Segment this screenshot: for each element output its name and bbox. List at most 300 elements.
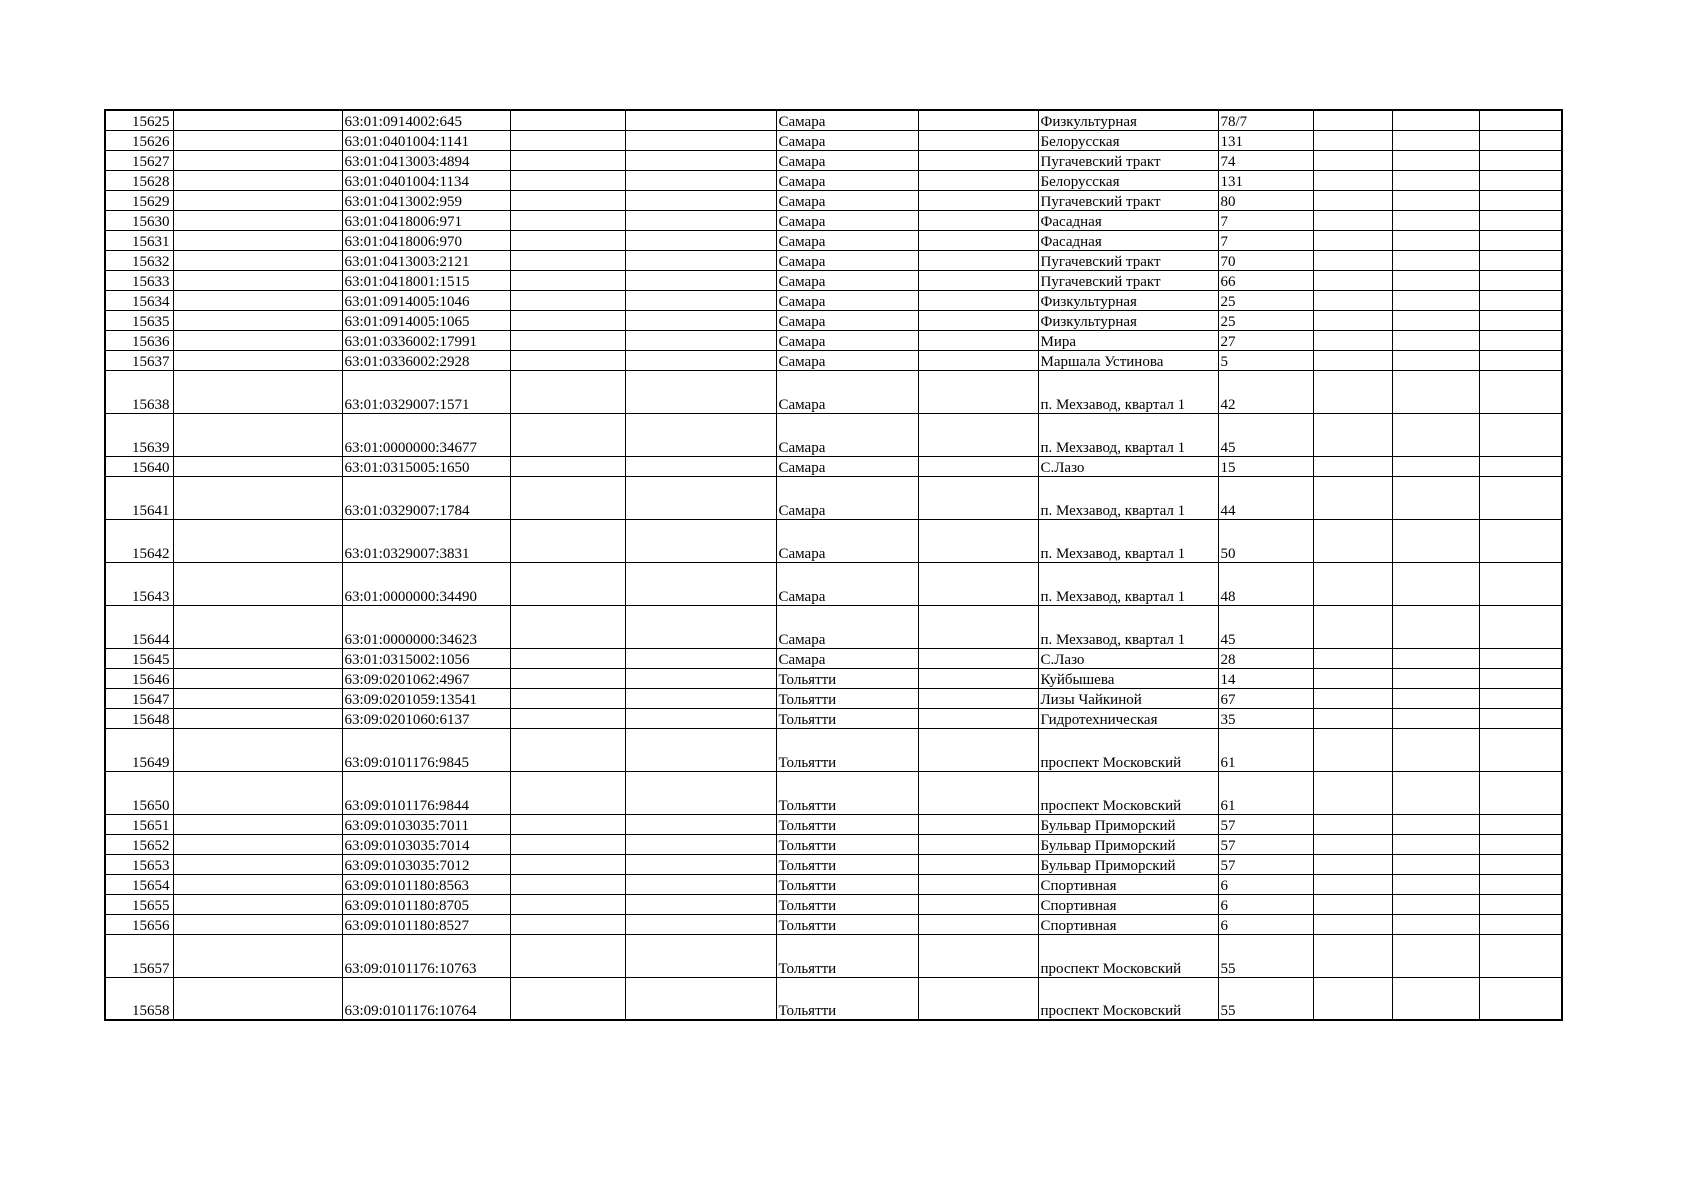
house-number-cell: 70	[1218, 250, 1313, 270]
city-cell: Тольятти	[776, 728, 918, 771]
city-cell: Самара	[776, 250, 918, 270]
empty-cell	[510, 350, 625, 370]
street-cell: Маршала Устинова	[1038, 350, 1218, 370]
cadastral-number-cell: 63:01:0401004:1141	[342, 130, 510, 150]
city-cell: Самара	[776, 562, 918, 605]
empty-cell	[625, 605, 776, 648]
house-number-cell: 45	[1218, 413, 1313, 456]
empty-cell	[1392, 874, 1479, 894]
empty-cell	[1479, 668, 1562, 688]
empty-cell	[1392, 814, 1479, 834]
empty-cell	[1479, 854, 1562, 874]
empty-cell	[173, 934, 342, 977]
empty-cell	[1392, 668, 1479, 688]
empty-cell	[918, 688, 1038, 708]
empty-cell	[918, 708, 1038, 728]
empty-cell	[1392, 934, 1479, 977]
empty-cell	[1392, 605, 1479, 648]
empty-cell	[1479, 270, 1562, 290]
table-row	[105, 874, 1562, 894]
empty-cell	[1392, 894, 1479, 914]
empty-cell	[1392, 708, 1479, 728]
row-id-cell: 15649	[105, 728, 173, 771]
house-number-cell: 45	[1218, 605, 1313, 648]
street-cell: Куйбышева	[1038, 668, 1218, 688]
row-id-cell: 15626	[105, 130, 173, 150]
cadastral-number-cell: 63:01:0336002:2928	[342, 350, 510, 370]
table-row	[105, 894, 1562, 914]
empty-cell	[1479, 170, 1562, 190]
empty-cell	[1313, 688, 1392, 708]
empty-cell	[173, 894, 342, 914]
house-number-cell: 44	[1218, 476, 1313, 519]
empty-cell	[1392, 130, 1479, 150]
city-cell: Самара	[776, 456, 918, 476]
empty-cell	[510, 170, 625, 190]
empty-cell	[1392, 834, 1479, 854]
table-row	[105, 648, 1562, 668]
empty-cell	[1479, 834, 1562, 854]
empty-cell	[173, 310, 342, 330]
empty-cell	[625, 562, 776, 605]
empty-cell	[625, 370, 776, 413]
street-cell: Фасадная	[1038, 210, 1218, 230]
empty-cell	[625, 728, 776, 771]
empty-cell	[173, 370, 342, 413]
table-row	[105, 250, 1562, 270]
house-number-cell: 6	[1218, 874, 1313, 894]
house-number-cell: 55	[1218, 977, 1313, 1020]
empty-cell	[625, 934, 776, 977]
cadastral-number-cell: 63:01:0336002:17991	[342, 330, 510, 350]
table-row	[105, 270, 1562, 290]
street-cell: Спортивная	[1038, 914, 1218, 934]
empty-cell	[1479, 894, 1562, 914]
cadastral-number-cell: 63:01:0401004:1134	[342, 170, 510, 190]
empty-cell	[173, 270, 342, 290]
cadastral-number-cell: 63:01:0413003:4894	[342, 150, 510, 170]
empty-cell	[510, 771, 625, 814]
empty-cell	[510, 648, 625, 668]
empty-cell	[510, 519, 625, 562]
house-number-cell: 50	[1218, 519, 1313, 562]
empty-cell	[625, 476, 776, 519]
empty-cell	[625, 814, 776, 834]
empty-cell	[510, 310, 625, 330]
empty-cell	[1392, 210, 1479, 230]
empty-cell	[625, 110, 776, 130]
empty-cell	[510, 605, 625, 648]
empty-cell	[1392, 290, 1479, 310]
empty-cell	[625, 456, 776, 476]
empty-cell	[1479, 605, 1562, 648]
cadastral-number-cell: 63:01:0329007:1571	[342, 370, 510, 413]
row-id-cell: 15630	[105, 210, 173, 230]
empty-cell	[1479, 934, 1562, 977]
empty-cell	[918, 250, 1038, 270]
empty-cell	[510, 728, 625, 771]
empty-cell	[1479, 130, 1562, 150]
empty-cell	[510, 290, 625, 310]
cadastral-number-cell: 63:01:0329007:1784	[342, 476, 510, 519]
cadastral-number-cell: 63:01:0315005:1650	[342, 456, 510, 476]
empty-cell	[1313, 771, 1392, 814]
table-row	[105, 934, 1562, 977]
empty-cell	[1392, 728, 1479, 771]
house-number-cell: 25	[1218, 310, 1313, 330]
empty-cell	[1392, 250, 1479, 270]
city-cell: Тольятти	[776, 688, 918, 708]
empty-cell	[1392, 150, 1479, 170]
table-row	[105, 370, 1562, 413]
empty-cell	[918, 977, 1038, 1020]
empty-cell	[1479, 814, 1562, 834]
empty-cell	[625, 230, 776, 250]
cadastral-number-cell: 63:01:0000000:34490	[342, 562, 510, 605]
empty-cell	[1392, 370, 1479, 413]
table-row	[105, 130, 1562, 150]
empty-cell	[1313, 834, 1392, 854]
table-row	[105, 814, 1562, 834]
empty-cell	[1479, 456, 1562, 476]
empty-cell	[510, 250, 625, 270]
house-number-cell: 80	[1218, 190, 1313, 210]
table-row	[105, 350, 1562, 370]
empty-cell	[510, 230, 625, 250]
city-cell: Самара	[776, 190, 918, 210]
empty-cell	[1479, 476, 1562, 519]
city-cell: Самара	[776, 413, 918, 456]
city-cell: Самара	[776, 170, 918, 190]
table-row	[105, 519, 1562, 562]
table-row	[105, 708, 1562, 728]
house-number-cell: 27	[1218, 330, 1313, 350]
city-cell: Тольятти	[776, 771, 918, 814]
empty-cell	[625, 894, 776, 914]
cadastral-number-cell: 63:01:0000000:34677	[342, 413, 510, 456]
street-cell: проспект Московский	[1038, 771, 1218, 814]
empty-cell	[1392, 456, 1479, 476]
empty-cell	[1392, 977, 1479, 1020]
table-row	[105, 562, 1562, 605]
empty-cell	[1479, 350, 1562, 370]
empty-cell	[625, 854, 776, 874]
empty-cell	[918, 476, 1038, 519]
empty-cell	[1392, 914, 1479, 934]
empty-cell	[918, 130, 1038, 150]
empty-cell	[918, 834, 1038, 854]
empty-cell	[625, 130, 776, 150]
house-number-cell: 48	[1218, 562, 1313, 605]
row-id-cell: 15653	[105, 854, 173, 874]
cadastral-number-cell: 63:09:0101180:8527	[342, 914, 510, 934]
empty-cell	[173, 150, 342, 170]
empty-cell	[173, 834, 342, 854]
empty-cell	[510, 934, 625, 977]
house-number-cell: 6	[1218, 914, 1313, 934]
street-cell: Физкультурная	[1038, 110, 1218, 130]
empty-cell	[918, 934, 1038, 977]
empty-cell	[173, 874, 342, 894]
empty-cell	[918, 648, 1038, 668]
empty-cell	[1313, 562, 1392, 605]
table-row	[105, 170, 1562, 190]
empty-cell	[173, 190, 342, 210]
empty-cell	[510, 814, 625, 834]
street-cell: п. Мехзавод, квартал 1	[1038, 413, 1218, 456]
cadastral-number-cell: 63:09:0201059:13541	[342, 688, 510, 708]
street-cell: проспект Московский	[1038, 977, 1218, 1020]
empty-cell	[1313, 874, 1392, 894]
empty-cell	[625, 210, 776, 230]
empty-cell	[1313, 894, 1392, 914]
street-cell: Белорусская	[1038, 130, 1218, 150]
city-cell: Самара	[776, 210, 918, 230]
empty-cell	[1313, 230, 1392, 250]
house-number-cell: 55	[1218, 934, 1313, 977]
empty-cell	[173, 210, 342, 230]
empty-cell	[918, 210, 1038, 230]
row-id-cell: 15633	[105, 270, 173, 290]
empty-cell	[1313, 350, 1392, 370]
empty-cell	[1392, 330, 1479, 350]
city-cell: Тольятти	[776, 914, 918, 934]
city-cell: Тольятти	[776, 894, 918, 914]
empty-cell	[173, 728, 342, 771]
empty-cell	[625, 708, 776, 728]
row-id-cell: 15657	[105, 934, 173, 977]
empty-cell	[1479, 519, 1562, 562]
empty-cell	[1479, 290, 1562, 310]
empty-cell	[918, 854, 1038, 874]
empty-cell	[510, 150, 625, 170]
row-id-cell: 15636	[105, 330, 173, 350]
row-id-cell: 15635	[105, 310, 173, 330]
house-number-cell: 66	[1218, 270, 1313, 290]
empty-cell	[918, 519, 1038, 562]
empty-cell	[173, 708, 342, 728]
row-id-cell: 15642	[105, 519, 173, 562]
empty-cell	[1313, 413, 1392, 456]
empty-cell	[918, 771, 1038, 814]
table-row	[105, 476, 1562, 519]
empty-cell	[1392, 413, 1479, 456]
empty-cell	[173, 977, 342, 1020]
house-number-cell: 57	[1218, 854, 1313, 874]
empty-cell	[173, 914, 342, 934]
cadastral-number-cell: 63:09:0101176:10764	[342, 977, 510, 1020]
empty-cell	[173, 330, 342, 350]
empty-cell	[1313, 130, 1392, 150]
empty-cell	[510, 330, 625, 350]
city-cell: Самара	[776, 648, 918, 668]
house-number-cell: 131	[1218, 130, 1313, 150]
cadastral-number-cell: 63:01:0914005:1065	[342, 310, 510, 330]
empty-cell	[1479, 310, 1562, 330]
empty-cell	[918, 150, 1038, 170]
street-cell: Фасадная	[1038, 230, 1218, 250]
empty-cell	[1392, 562, 1479, 605]
cadastral-number-cell: 63:09:0103035:7011	[342, 814, 510, 834]
empty-cell	[510, 854, 625, 874]
empty-cell	[1479, 914, 1562, 934]
empty-cell	[1313, 814, 1392, 834]
empty-cell	[918, 110, 1038, 130]
city-cell: Самара	[776, 330, 918, 350]
street-cell: п. Мехзавод, квартал 1	[1038, 370, 1218, 413]
empty-cell	[1313, 605, 1392, 648]
empty-cell	[510, 894, 625, 914]
empty-cell	[1479, 330, 1562, 350]
table-row	[105, 413, 1562, 456]
row-id-cell: 15658	[105, 977, 173, 1020]
row-id-cell: 15639	[105, 413, 173, 456]
city-cell: Самара	[776, 310, 918, 330]
house-number-cell: 5	[1218, 350, 1313, 370]
empty-cell	[1392, 854, 1479, 874]
street-cell: п. Мехзавод, квартал 1	[1038, 562, 1218, 605]
row-id-cell: 15651	[105, 814, 173, 834]
city-cell: Тольятти	[776, 668, 918, 688]
empty-cell	[510, 914, 625, 934]
street-cell: Белорусская	[1038, 170, 1218, 190]
empty-cell	[1313, 190, 1392, 210]
row-id-cell: 15637	[105, 350, 173, 370]
table-row	[105, 210, 1562, 230]
city-cell: Тольятти	[776, 854, 918, 874]
row-id-cell: 15644	[105, 605, 173, 648]
row-id-cell: 15655	[105, 894, 173, 914]
empty-cell	[173, 110, 342, 130]
empty-cell	[625, 310, 776, 330]
row-id-cell: 15640	[105, 456, 173, 476]
empty-cell	[1392, 190, 1479, 210]
empty-cell	[1479, 728, 1562, 771]
cadastral-number-cell: 63:01:0914002:645	[342, 110, 510, 130]
empty-cell	[625, 150, 776, 170]
city-cell: Самара	[776, 130, 918, 150]
empty-cell	[1479, 688, 1562, 708]
house-number-cell: 42	[1218, 370, 1313, 413]
empty-cell	[918, 310, 1038, 330]
empty-cell	[918, 290, 1038, 310]
empty-cell	[173, 771, 342, 814]
empty-cell	[1392, 230, 1479, 250]
empty-cell	[1313, 210, 1392, 230]
empty-cell	[1313, 977, 1392, 1020]
empty-cell	[173, 668, 342, 688]
empty-cell	[625, 874, 776, 894]
cadastral-number-cell: 63:09:0101176:9845	[342, 728, 510, 771]
empty-cell	[173, 854, 342, 874]
table-body	[105, 110, 1562, 1020]
cadastral-number-cell: 63:01:0315002:1056	[342, 648, 510, 668]
empty-cell	[1392, 688, 1479, 708]
empty-cell	[510, 834, 625, 854]
street-cell: Спортивная	[1038, 894, 1218, 914]
empty-cell	[1392, 476, 1479, 519]
street-cell: Физкультурная	[1038, 290, 1218, 310]
city-cell: Самара	[776, 150, 918, 170]
empty-cell	[625, 290, 776, 310]
empty-cell	[1479, 150, 1562, 170]
cadastral-number-cell: 63:01:0413002:959	[342, 190, 510, 210]
row-id-cell: 15652	[105, 834, 173, 854]
empty-cell	[918, 370, 1038, 413]
empty-cell	[1479, 230, 1562, 250]
street-cell: Физкультурная	[1038, 310, 1218, 330]
empty-cell	[1313, 476, 1392, 519]
street-cell: Бульвар Приморский	[1038, 814, 1218, 834]
empty-cell	[1313, 668, 1392, 688]
empty-cell	[1313, 728, 1392, 771]
empty-cell	[625, 914, 776, 934]
row-id-cell: 15631	[105, 230, 173, 250]
table-row	[105, 456, 1562, 476]
street-cell: Пугачевский тракт	[1038, 250, 1218, 270]
row-id-cell: 15634	[105, 290, 173, 310]
street-cell: С.Лазо	[1038, 456, 1218, 476]
empty-cell	[1479, 413, 1562, 456]
empty-cell	[1479, 562, 1562, 605]
street-cell: п. Мехзавод, квартал 1	[1038, 476, 1218, 519]
street-cell: проспект Московский	[1038, 728, 1218, 771]
empty-cell	[1313, 708, 1392, 728]
empty-cell	[918, 413, 1038, 456]
cadastral-number-cell: 63:09:0101180:8563	[342, 874, 510, 894]
empty-cell	[1392, 170, 1479, 190]
city-cell: Тольятти	[776, 834, 918, 854]
row-id-cell: 15648	[105, 708, 173, 728]
empty-cell	[918, 728, 1038, 771]
city-cell: Тольятти	[776, 874, 918, 894]
empty-cell	[510, 413, 625, 456]
empty-cell	[625, 270, 776, 290]
empty-cell	[625, 771, 776, 814]
city-cell: Тольятти	[776, 814, 918, 834]
table-row	[105, 605, 1562, 648]
cadastral-number-cell: 63:09:0201062:4967	[342, 668, 510, 688]
empty-cell	[918, 914, 1038, 934]
street-cell: Пугачевский тракт	[1038, 190, 1218, 210]
empty-cell	[625, 648, 776, 668]
empty-cell	[510, 874, 625, 894]
street-cell: Спортивная	[1038, 874, 1218, 894]
empty-cell	[173, 290, 342, 310]
empty-cell	[918, 874, 1038, 894]
city-cell: Тольятти	[776, 934, 918, 977]
house-number-cell: 57	[1218, 814, 1313, 834]
cadastral-number-cell: 63:09:0103035:7012	[342, 854, 510, 874]
empty-cell	[510, 130, 625, 150]
empty-cell	[510, 708, 625, 728]
table-row	[105, 834, 1562, 854]
empty-cell	[625, 834, 776, 854]
empty-cell	[625, 330, 776, 350]
table-row	[105, 230, 1562, 250]
house-number-cell: 14	[1218, 668, 1313, 688]
table-row	[105, 668, 1562, 688]
empty-cell	[510, 110, 625, 130]
empty-cell	[1479, 210, 1562, 230]
empty-cell	[1392, 350, 1479, 370]
row-id-cell: 15646	[105, 668, 173, 688]
empty-cell	[625, 977, 776, 1020]
empty-cell	[625, 250, 776, 270]
empty-cell	[1313, 456, 1392, 476]
empty-cell	[918, 270, 1038, 290]
empty-cell	[1392, 310, 1479, 330]
